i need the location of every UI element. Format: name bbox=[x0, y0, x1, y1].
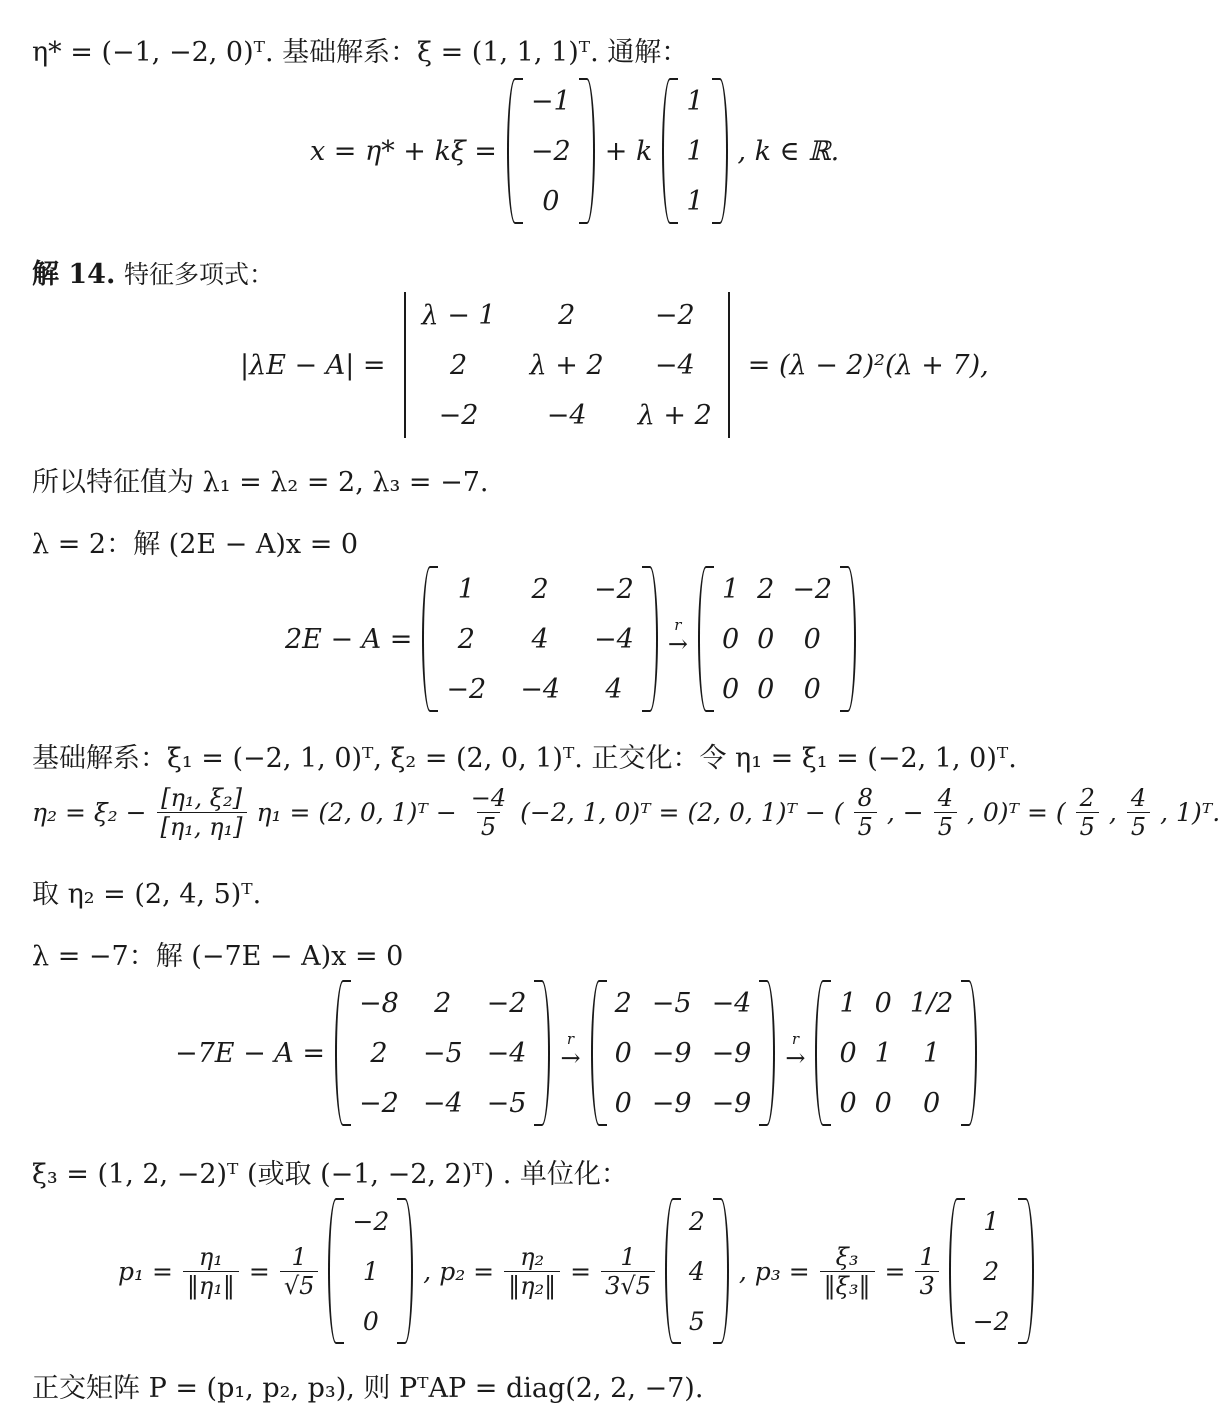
matrix-entry: −4 bbox=[520, 673, 561, 705]
right-bar bbox=[728, 292, 730, 438]
matrix-entry: −2 bbox=[792, 573, 833, 605]
matrix-entry: −4 bbox=[546, 399, 587, 431]
fraction-four-fifths bbox=[934, 784, 957, 841]
fraction-denominator: 3 bbox=[915, 1271, 938, 1300]
matrix-reduced-7E bbox=[815, 980, 977, 1126]
fraction-xi3-over-norm bbox=[820, 1243, 875, 1300]
matrix-entry: 2 bbox=[558, 299, 576, 331]
fraction-minus-four-fifths bbox=[467, 784, 510, 841]
matrix-entry: 1 bbox=[874, 1037, 892, 1069]
matrix-entry: 0 bbox=[757, 673, 775, 705]
right-paren bbox=[579, 78, 595, 224]
fraction-eta2-over-norm bbox=[504, 1243, 560, 1300]
eq-part: , bbox=[1108, 798, 1117, 827]
matrix-entry: 0 bbox=[757, 623, 775, 655]
matrix-entry: λ + 2 bbox=[637, 399, 712, 431]
matrix-entry: −2 bbox=[594, 573, 634, 605]
right-paren bbox=[759, 980, 775, 1126]
right-paren bbox=[961, 980, 977, 1126]
matrix-entry: 0 bbox=[721, 623, 740, 655]
left-paren bbox=[591, 980, 607, 1126]
matrix-entry: −8 bbox=[359, 987, 399, 1019]
matrix-intermediate-7E bbox=[591, 980, 776, 1126]
matrix-entry: 0 bbox=[839, 1037, 857, 1069]
fraction-numerator: η₁ bbox=[198, 1242, 223, 1271]
column-vector-p3 bbox=[949, 1198, 1034, 1344]
solution-heading bbox=[32, 252, 274, 291]
matrix-entry: 2 bbox=[370, 1037, 388, 1069]
left-paren bbox=[328, 1198, 344, 1344]
fraction-denominator: √5 bbox=[280, 1271, 319, 1300]
fraction-one-over-sqrt5 bbox=[280, 1243, 319, 1300]
arrow-label: r bbox=[674, 616, 682, 634]
fraction-one-third bbox=[915, 1243, 938, 1300]
matrix-entry: −9 bbox=[711, 1037, 752, 1069]
vector-entry: 1 bbox=[362, 1256, 379, 1286]
fraction-denominator: 5 bbox=[854, 812, 877, 841]
eq-part: , 0)ᵀ = ( bbox=[966, 798, 1066, 827]
vector-entry: −2 bbox=[352, 1206, 390, 1236]
matrix-entry: 1/2 bbox=[909, 987, 954, 1019]
matrix-entry: 4 bbox=[531, 623, 549, 655]
left-paren bbox=[422, 566, 438, 712]
left-paren bbox=[335, 980, 351, 1126]
matrix-entry: 2 bbox=[457, 623, 475, 655]
matrix-2E-minus-A bbox=[422, 566, 657, 712]
vector-entry: 1 bbox=[686, 85, 704, 117]
fraction-denominator: 3√5 bbox=[601, 1271, 655, 1300]
fraction-numerator: 1 bbox=[919, 1242, 935, 1271]
matrix-entry: 1 bbox=[839, 987, 857, 1019]
right-paren bbox=[712, 78, 728, 224]
left-paren bbox=[815, 980, 831, 1126]
fraction-denominator: ‖η₁‖ bbox=[183, 1271, 239, 1300]
matrix-entry: −5 bbox=[651, 987, 692, 1019]
solution-number: 解 14. bbox=[32, 259, 116, 290]
fraction-denominator: [η₁, η₁] bbox=[157, 812, 247, 841]
plus-k: + k bbox=[604, 135, 653, 167]
fraction-denominator: ‖η₂‖ bbox=[504, 1271, 560, 1300]
arrow-icon: → bbox=[667, 630, 688, 658]
fraction-numerator: ξ₃ bbox=[835, 1242, 859, 1271]
matrix-entry: λ − 1 bbox=[421, 299, 496, 331]
determinant-matrix bbox=[396, 292, 738, 438]
matrix-entry: 0 bbox=[614, 1037, 632, 1069]
arrow-label: r bbox=[566, 1030, 575, 1048]
eq-part: , − bbox=[886, 798, 924, 827]
matrix-entry: −2 bbox=[654, 299, 695, 331]
right-paren bbox=[642, 566, 658, 712]
matrix-entry: λ + 2 bbox=[529, 349, 604, 381]
equation-eta2-gram-schmidt bbox=[32, 784, 1230, 841]
matrix-entry: −2 bbox=[486, 987, 527, 1019]
eq-rhs: = (λ − 2)²(λ + 7), bbox=[747, 349, 989, 381]
text-line-orthogonal-matrix: 正交矩阵 P = (p₁, p₂, p₃), 则 PᵀAP = diag(2, 2, −7). bbox=[32, 1373, 704, 1404]
fraction-denominator: 5 bbox=[1127, 812, 1150, 841]
eq-tail: , k ∈ ℝ. bbox=[737, 135, 840, 167]
right-paren bbox=[534, 980, 550, 1126]
eq-lhs: |λE − A| = bbox=[240, 349, 386, 381]
equation-unit-vectors bbox=[118, 1198, 1044, 1344]
matrix-entry: −2 bbox=[446, 673, 487, 705]
fraction-numerator: 2 bbox=[1079, 784, 1095, 812]
matrix-entry: 0 bbox=[839, 1087, 857, 1119]
arrow-icon: → bbox=[785, 1044, 806, 1072]
matrix-minus7E-minus-A bbox=[335, 980, 550, 1126]
eq-lhs: 2E − A = bbox=[285, 623, 413, 655]
vector-entry: 2 bbox=[983, 1256, 1000, 1286]
matrix-entry: 2 bbox=[449, 349, 468, 381]
text-line-particular-solution: η* = (−1, −2, 0)ᵀ. 基础解系：ξ = (1, 1, 1)ᵀ. 通解： bbox=[32, 37, 689, 68]
fraction-numerator: η₂ bbox=[520, 1242, 545, 1271]
left-paren bbox=[949, 1198, 965, 1344]
left-bar bbox=[404, 292, 406, 438]
left-paren bbox=[665, 1198, 681, 1344]
equation-minus7E-minus-A bbox=[175, 980, 987, 1126]
fraction-numerator: 1 bbox=[291, 1242, 307, 1271]
vector-entry: −2 bbox=[530, 135, 571, 167]
eq-part: (−2, 1, 0)ᵀ = (2, 0, 1)ᵀ − ( bbox=[520, 798, 844, 827]
matrix-entry: −2 bbox=[359, 1087, 399, 1119]
matrix-entry: 0 bbox=[803, 623, 821, 655]
matrix-entry: −4 bbox=[654, 349, 695, 381]
equation-characteristic-determinant bbox=[240, 292, 999, 438]
equation-general-solution bbox=[310, 78, 849, 224]
matrix-entry: −2 bbox=[438, 399, 479, 431]
fraction-numerator: 1 bbox=[620, 1242, 636, 1271]
eq-part: , 1)ᵀ. bbox=[1160, 798, 1221, 827]
right-paren bbox=[397, 1198, 413, 1344]
matrix-entry: 0 bbox=[803, 673, 821, 705]
vector-entry: 1 bbox=[686, 185, 704, 217]
fraction-numerator: 4 bbox=[937, 784, 953, 812]
matrix-entry: 2 bbox=[531, 573, 549, 605]
matrix-entry: 0 bbox=[614, 1087, 632, 1119]
fraction-numerator: −4 bbox=[470, 784, 507, 812]
column-vector-xi bbox=[662, 78, 727, 224]
left-paren bbox=[662, 78, 678, 224]
column-vector-p1 bbox=[328, 1198, 413, 1344]
row-reduce-arrow bbox=[667, 616, 688, 658]
eq-lhs: x = η* + kξ = bbox=[310, 135, 497, 167]
matrix-entry: 0 bbox=[721, 673, 740, 705]
matrix-entry: 0 bbox=[874, 987, 892, 1019]
left-paren bbox=[698, 566, 714, 712]
fraction-numerator: 4 bbox=[1130, 784, 1147, 812]
fraction-eight-fifths bbox=[854, 784, 877, 841]
row-reduce-arrow bbox=[785, 1030, 806, 1072]
text-line-take-eta2: 取 η₂ = (2, 4, 5)ᵀ. bbox=[32, 879, 262, 910]
fraction-two-fifths bbox=[1076, 784, 1099, 841]
text-line-eigenvalues: 所以特征值为 λ₁ = λ₂ = 2, λ₃ = −7. bbox=[32, 467, 489, 498]
fraction-denominator: 5 bbox=[934, 812, 957, 841]
matrix-entry: −4 bbox=[711, 987, 752, 1019]
eq-part: η₁ = (2, 0, 1)ᵀ − bbox=[256, 798, 457, 827]
eq-part: η₂ = ξ₂ − bbox=[32, 798, 147, 827]
matrix-entry: −5 bbox=[486, 1087, 527, 1119]
eq-part: = bbox=[570, 1256, 592, 1286]
vector-entry: 5 bbox=[688, 1306, 705, 1336]
text-line-lambda-minus7: λ = −7：解 (−7E − A)x = 0 bbox=[32, 941, 404, 972]
fraction-denominator: 5 bbox=[477, 812, 500, 841]
fraction-four-fifths-b bbox=[1127, 784, 1150, 841]
vector-entry: −1 bbox=[530, 85, 571, 117]
text-line-xi3: ξ₃ = (1, 2, −2)ᵀ (或取 (−1, −2, 2)ᵀ) . 单位化： bbox=[32, 1159, 628, 1190]
arrow-icon: → bbox=[560, 1044, 581, 1072]
matrix-entry: 1 bbox=[457, 573, 475, 605]
eq-part: p₁ = bbox=[118, 1256, 173, 1286]
matrix-entry: −4 bbox=[422, 1087, 463, 1119]
text-line-lambda-2: λ = 2：解 (2E − A)x = 0 bbox=[32, 529, 359, 560]
text-line-basis-orthogonalization: 基础解系：ξ₁ = (−2, 1, 0)ᵀ, ξ₂ = (2, 0, 1)ᵀ. 正交化：令 η₁ = ξ₁ = (−2, 1, 0)ᵀ. bbox=[32, 743, 1017, 774]
eq-part: , p₂ = bbox=[423, 1256, 495, 1286]
vector-entry: 0 bbox=[542, 185, 560, 217]
matrix-reduced-2E bbox=[698, 566, 856, 712]
fraction-denominator: 5 bbox=[1076, 812, 1099, 841]
column-vector-p2 bbox=[665, 1198, 729, 1344]
matrix-entry: 2 bbox=[614, 987, 632, 1019]
eq-lhs: −7E − A = bbox=[175, 1037, 326, 1069]
fraction-denominator: ‖ξ₃‖ bbox=[820, 1271, 875, 1300]
matrix-entry: −9 bbox=[651, 1087, 692, 1119]
matrix-entry: 2 bbox=[757, 573, 775, 605]
vector-entry: 0 bbox=[362, 1306, 379, 1336]
right-paren bbox=[840, 566, 856, 712]
matrix-entry: −4 bbox=[594, 623, 634, 655]
fraction-one-over-3sqrt5 bbox=[601, 1243, 655, 1300]
column-vector-eta-star bbox=[507, 78, 595, 224]
equation-2E-minus-A bbox=[285, 566, 866, 712]
eq-part: = bbox=[884, 1256, 906, 1286]
matrix-entry: −4 bbox=[486, 1037, 527, 1069]
vector-entry: 1 bbox=[686, 135, 704, 167]
vector-entry: 2 bbox=[688, 1206, 705, 1236]
vector-entry: −2 bbox=[972, 1306, 1010, 1336]
fraction-numerator: [η₁, ξ₂] bbox=[161, 784, 242, 812]
matrix-entry: 4 bbox=[605, 673, 623, 705]
right-paren bbox=[1018, 1198, 1034, 1344]
left-paren bbox=[507, 78, 523, 224]
matrix-entry: 1 bbox=[922, 1037, 941, 1069]
fraction-eta1-over-norm bbox=[183, 1243, 239, 1300]
matrix-entry: 0 bbox=[922, 1087, 941, 1119]
solution-intro: 特征多项式： bbox=[123, 260, 274, 289]
matrix-entry: 2 bbox=[434, 987, 452, 1019]
matrix-entry: −9 bbox=[711, 1087, 752, 1119]
matrix-entry: −5 bbox=[422, 1037, 463, 1069]
eq-part: = bbox=[248, 1256, 270, 1286]
arrow-label: r bbox=[791, 1030, 800, 1048]
row-reduce-arrow bbox=[560, 1030, 581, 1072]
right-paren bbox=[713, 1198, 729, 1344]
eq-part: , p₃ = bbox=[738, 1256, 810, 1286]
matrix-entry: 0 bbox=[874, 1087, 892, 1119]
vector-entry: 1 bbox=[983, 1206, 1000, 1236]
matrix-entry: −9 bbox=[651, 1037, 692, 1069]
fraction-projection-coeff bbox=[157, 784, 247, 841]
matrix-entry: 1 bbox=[721, 573, 740, 605]
fraction-numerator: 8 bbox=[857, 784, 873, 812]
vector-entry: 4 bbox=[688, 1256, 705, 1286]
